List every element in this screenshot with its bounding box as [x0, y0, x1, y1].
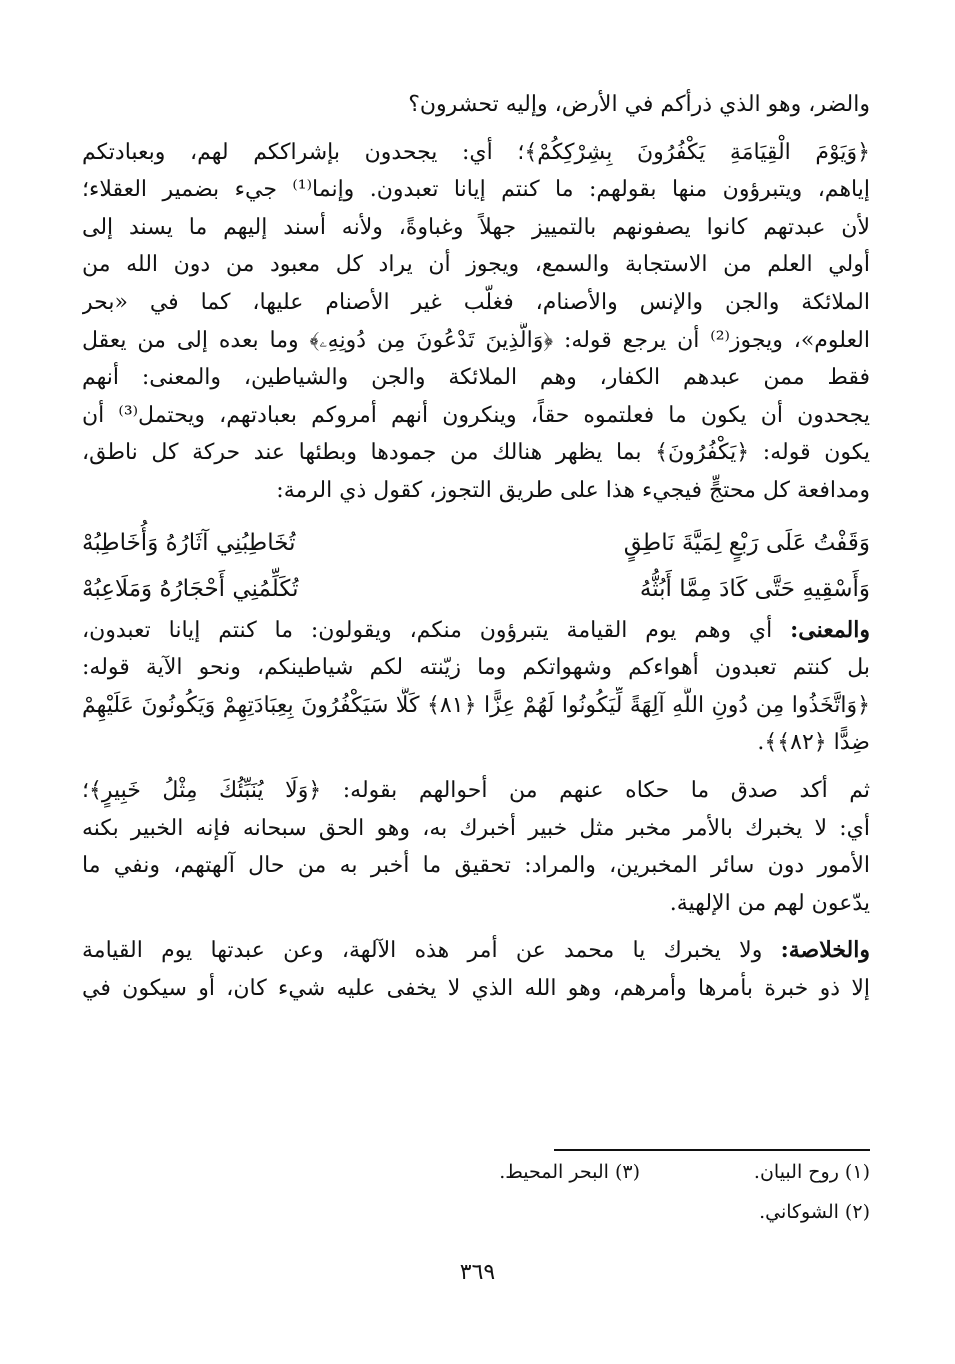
footnote-3: (٣) البحر المحيط.	[499, 1161, 640, 1183]
text-line: العلوم»، ويجوز⁽²⁾ أن يرجع قوله: ﴿وَالَّذِينَ تَدْعُونَ مِن دُونِهِۦ﴾ وما بعده إلى من يعقل	[82, 327, 870, 353]
paragraph-4	[82, 772, 870, 922]
text-line: إلا ذو خبرة بأمرها وأمرهم، وهو الله الذي لا يخفى عليه شيء كان، أو سيكون في	[82, 975, 870, 1001]
text-line: ومدافعة كل محتجٍّ فيجيء هذا على طريق التجوز، كقول ذي الرمة:	[276, 477, 870, 503]
poem-verse	[82, 566, 870, 612]
text-line: الأمور دون سائر المخبرين، والمراد: تحقيق ما أخبر به من حال آلهتهم، ونفي ما	[82, 853, 870, 879]
footnote-2: (٢) الشوكاني.	[759, 1201, 870, 1223]
text-line: يكون قوله: ﴿يَكْفُرُونَ﴾ بما يظهر هنالك من جمودها وبطئها عند حركة كل ناطق،	[82, 440, 870, 466]
text-line: يجحدون أن يكون ما فعلتموه حقاً، وينكرون أنهم أمروكم بعبادتهم، ويحتمل⁽³⁾ أن	[82, 402, 870, 428]
paragraph-label: والمعنى:	[790, 616, 870, 643]
footnote-divider	[554, 1149, 870, 1151]
paragraph-label: والخلاصة:	[780, 937, 870, 964]
footnotes	[82, 1152, 870, 1232]
paragraph-gap	[82, 124, 870, 134]
text-line: لأن عبدتهم كانوا يصفونهم بالتمييز جهلاً وغباوةً، ولأنه أسند إليهم ما يسند إلى	[82, 214, 870, 240]
text-line: ﴿وَاتَّخَذُوا مِن دُونِ اللَّهِ آلِهَةً لِّيَكُونُوا لَهُمْ عِزًّا ﴿٨١﴾ كَلَّا سَيَكْفُرُونَ بِعِبَادَتِهِمْ وَيَكُونُونَ عَلَيْهِمْ	[82, 692, 870, 718]
footnote-1: (١) روح البيان.	[753, 1161, 870, 1183]
text-line: فقط ممن عبدهم الكفار، وهم الملائكة والجن والشياطين، والمعنى: أنهم	[82, 365, 870, 391]
footnote-row	[82, 1192, 870, 1232]
page-number: ٣٦٩	[459, 1260, 496, 1285]
text-line: أولي العلم من الاستجابة والسمع، ويجوز أن يراد كل معبود من دون الله من	[82, 252, 870, 278]
text-line: يدّعون لهم من الإلهية.	[669, 890, 870, 916]
text-line: إياهم، ويتبرؤون منها بقولهم: ما كنتم إيانا تعبدون. وإنما⁽¹⁾ جيء بضمير العقلاء؛	[82, 177, 870, 203]
paragraph-gap	[82, 762, 870, 772]
text-line: ﴿وَيَوْمَ الْقِيَامَةِ يَكْفُرُونَ بِشِرْكِكُمْ﴾؛ أي: يجحدون بإشراككم لهم، وبعبادتكم	[82, 139, 870, 165]
text-line: والضر، وهو الذي ذرأكم في الأرض، وإليه تحشرون؟	[408, 92, 870, 117]
poem	[82, 520, 870, 612]
text-line: الملائكة والجن والإنس والأصنام، فغلّب غير الأصنام عليها، كما في «بحر	[82, 289, 870, 315]
poem-hemistich-first: وَأَسْقِيهِ حَتَّى كَادَ مِمَّا أَبُثُّهُ	[639, 575, 870, 602]
page-body	[82, 86, 870, 1007]
paragraph-gap	[82, 922, 870, 932]
text-run: أي وهم يوم القيامة يتبرؤون منكم، ويقولون: ما كنتم إيانا تعبدون،	[82, 617, 791, 643]
paragraph-5	[82, 932, 870, 1007]
footnote-row	[82, 1152, 870, 1192]
text-line: ثم أكد صدق ما حكاه عنهم من أحوالهم بقوله: ﴿وَلَا يُنَبِّئُكَ مِثْلُ خَبِيرٍ﴾؛	[82, 777, 870, 803]
paragraph-2	[82, 134, 870, 510]
text-run: ولا يخبرك يا محمد عن أمر هذه الآلهة، وعن عبدتها يوم القيامة	[82, 938, 781, 964]
poem-hemistich-first: وَقَفْتُ عَلَى رَبْعٍ لِمَيَّةَ نَاطِقٍ	[623, 529, 870, 556]
poem-hemistich-second: تُكَلِّمُنِي أَحْجَارُهُ وَمَلَاعِبُهْ	[82, 575, 299, 602]
paragraph-3	[82, 612, 870, 762]
text-line	[82, 612, 870, 650]
text-line: بل كنتم تعبدون أهواءكم وشهواتكم وما زيّنته لكم شياطينكم، ونحو الآية قوله:	[82, 655, 870, 681]
poem-hemistich-second: تُخَاطِبُنِي آثَارُهُ وَأُخَاطِبُهْ	[82, 529, 296, 556]
poem-verse	[82, 520, 870, 566]
text-line: أي: لا يخبرك بالأمر مخبر مثل خبير أخبرك به، وهو الحق سبحانه فإنه الخبير بكنه	[82, 815, 870, 841]
text-line	[82, 932, 870, 970]
paragraph-1	[82, 86, 870, 124]
text-line: ضِدًّا ﴿٨٢﴾﴾.	[757, 730, 870, 756]
paragraph-gap	[82, 510, 870, 520]
